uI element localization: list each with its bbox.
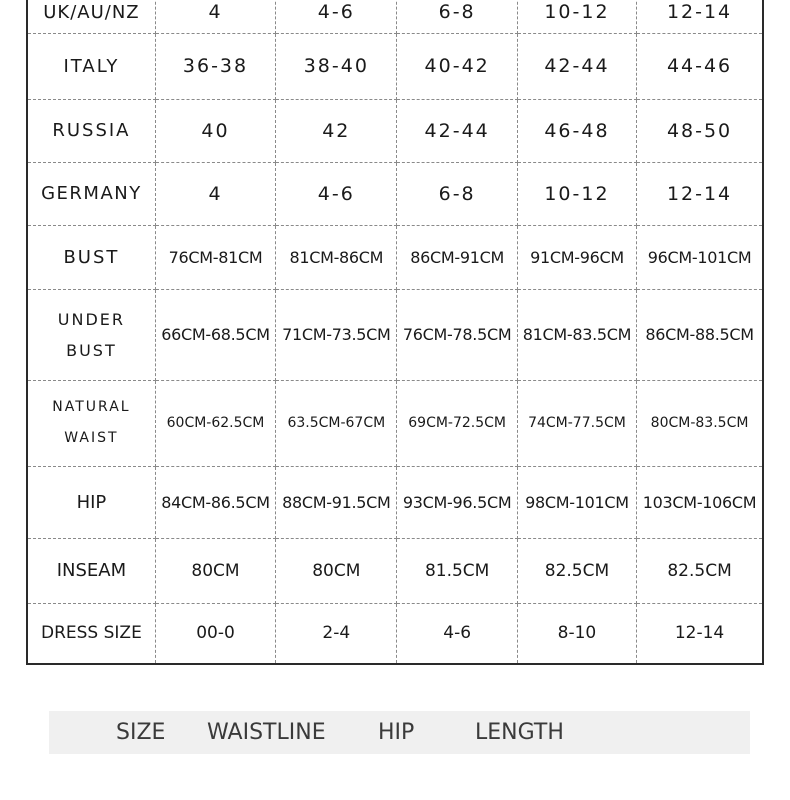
row-label-hip	[27, 466, 155, 538]
size-chart-table	[26, 0, 764, 665]
row-label-bust	[27, 225, 155, 289]
table-cell: 81CM-83.5CM	[517, 289, 636, 380]
table-cell: 8-10	[517, 603, 636, 664]
table-cell: 88CM-91.5CM	[276, 466, 397, 538]
table-cell: 86CM-88.5CM	[637, 289, 763, 380]
row-label-text: UK/AU/NZ	[43, 1, 140, 23]
table-row-italy	[27, 33, 763, 99]
table-cell: 81CM-86CM	[276, 225, 397, 289]
table-cell: 84CM-86.5CM	[155, 466, 275, 538]
row-label-under-bust	[27, 289, 155, 380]
row-label-natural-waist	[27, 380, 155, 466]
table-cell: 4-6	[276, 162, 397, 225]
table-cell: 42-44	[397, 99, 517, 162]
row-label-germany	[27, 162, 155, 225]
row-label-text: NATURAL	[52, 399, 131, 415]
table-cell: 00-0	[155, 603, 275, 664]
table-row-under-bust	[27, 289, 763, 380]
row-label-dress-size	[27, 603, 155, 664]
row-label-text: WAIST	[64, 430, 119, 446]
table-cell: 82.5CM	[637, 538, 763, 603]
table-cell: 76CM-78.5CM	[397, 289, 517, 380]
table-cell: 80CM	[155, 538, 275, 603]
table-cell: 63.5CM-67CM	[276, 380, 397, 466]
table-cell: 76CM-81CM	[155, 225, 275, 289]
row-label-text: INSEAM	[56, 560, 127, 581]
table-cell: 103CM-106CM	[637, 466, 763, 538]
table-cell: 71CM-73.5CM	[276, 289, 397, 380]
table-cell: 40	[155, 99, 275, 162]
table-cell: 4	[155, 162, 275, 225]
table-cell: 96CM-101CM	[637, 225, 763, 289]
table-row-natural-waist	[27, 380, 763, 466]
row-label-uk-au-nz	[27, 0, 155, 33]
table-cell: 36-38	[155, 33, 275, 99]
table-cell: 42	[276, 99, 397, 162]
table-cell: 80CM-83.5CM	[637, 380, 763, 466]
table-cell: 38-40	[276, 33, 397, 99]
size-heading: SIZE	[116, 720, 166, 745]
table-cell: 12-14	[674, 623, 725, 644]
table-cell: 4-6	[397, 603, 517, 664]
row-label-text: RUSSIA	[52, 120, 131, 141]
table-cell: 10-12	[517, 162, 636, 225]
table-cell: 6-8	[397, 162, 517, 225]
table-cell: 82.5CM	[517, 538, 636, 603]
table-cell: 4-6	[276, 0, 397, 33]
table-row-uk-au-nz	[27, 0, 763, 33]
row-label-text: DRESS SIZE	[41, 623, 142, 644]
table-cell: 80CM	[276, 538, 397, 603]
row-label-italy	[27, 33, 155, 99]
table-row-bust	[27, 225, 763, 289]
measurement-header-bar	[49, 711, 750, 754]
table-cell: 2-4	[276, 603, 397, 664]
row-label-text: BUST	[63, 246, 120, 268]
table-cell: 42-44	[517, 33, 636, 99]
row-label-inseam	[27, 538, 155, 603]
table-row-germany	[27, 162, 763, 225]
table-cell: 74CM-77.5CM	[517, 380, 636, 466]
table-cell: 86CM-91CM	[397, 225, 517, 289]
table-row-hip	[27, 466, 763, 538]
table-row-dress-size	[27, 603, 763, 664]
length-heading: LENGTH	[475, 720, 564, 745]
table-cell: 12-14	[637, 0, 763, 33]
row-label-text: GERMANY	[41, 183, 142, 204]
table-row-russia	[27, 99, 763, 162]
hip-heading: HIP	[378, 720, 415, 745]
table-cell: 66CM-68.5CM	[155, 289, 275, 380]
table-cell: 44-46	[637, 33, 763, 99]
table-cell: 46-48	[517, 99, 636, 162]
waistline-heading: WAISTLINE	[207, 720, 326, 745]
table-cell: 40-42	[397, 33, 517, 99]
table-cell: 93CM-96.5CM	[397, 466, 517, 538]
table-cell: 98CM-101CM	[517, 466, 636, 538]
row-label-russia	[27, 99, 155, 162]
row-label-text: ITALY	[63, 55, 120, 77]
table-cell: 69CM-72.5CM	[397, 380, 517, 466]
table-cell: 48-50	[637, 99, 763, 162]
table-cell: 81.5CM	[397, 538, 517, 603]
table-cell: 10-12	[517, 0, 636, 33]
row-label-text: UNDER	[57, 309, 126, 329]
table-cell: 6-8	[397, 0, 517, 33]
table-cell: 12-14	[637, 162, 763, 225]
table-cell: 91CM-96CM	[517, 225, 636, 289]
table-cell: 4	[155, 0, 275, 33]
table-row-inseam	[27, 538, 763, 603]
table-cell: 60CM-62.5CM	[155, 380, 275, 466]
row-label-text: BUST	[66, 340, 117, 360]
row-label-text: HIP	[76, 491, 107, 513]
